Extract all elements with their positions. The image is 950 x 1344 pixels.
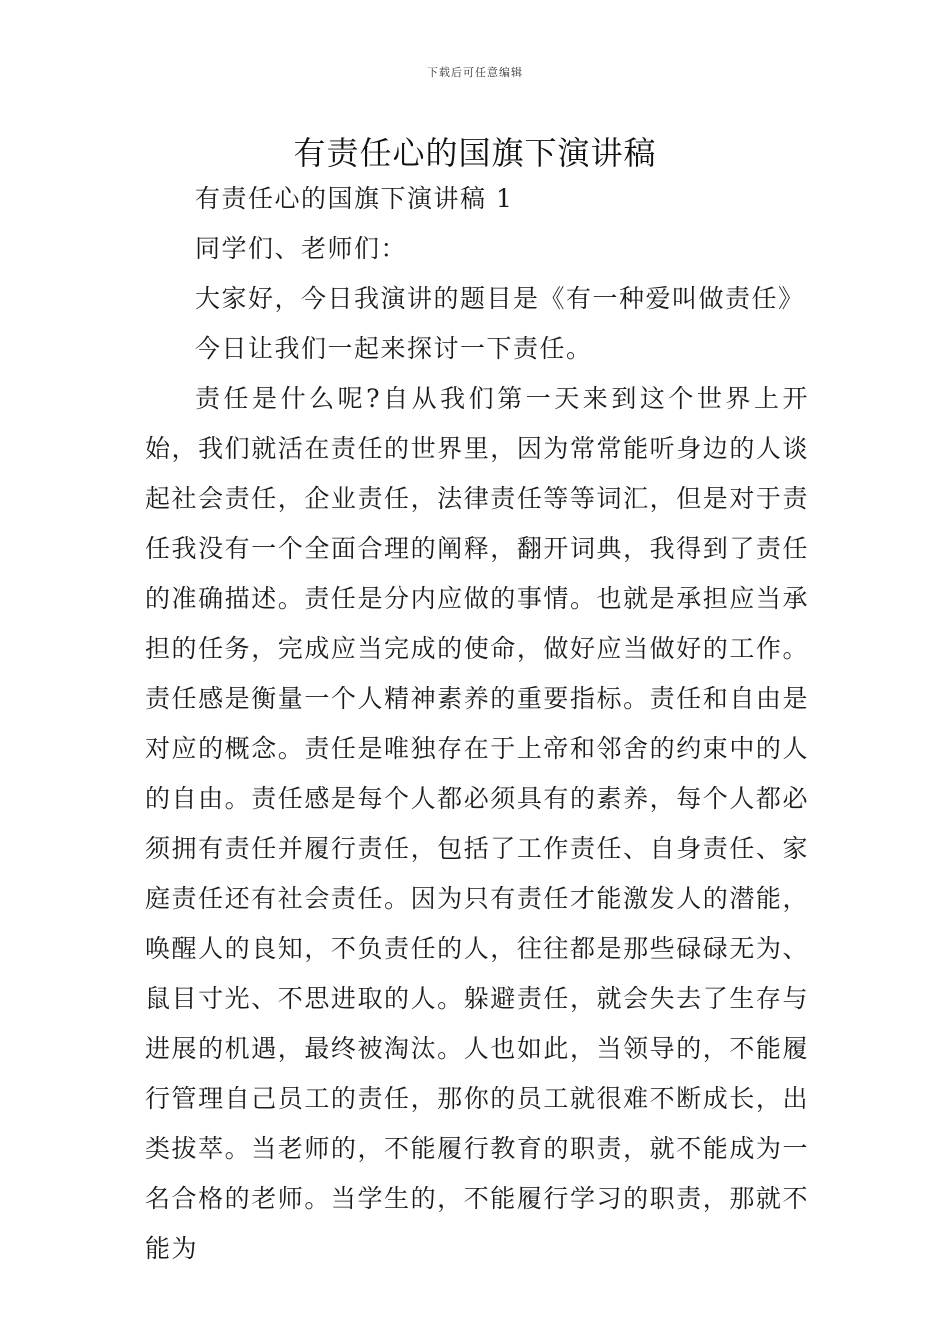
body-paragraph: 责任是什么呢?自从我们第一天来到这个世界上开始，我们就活在责任的世界里，因为常常能听身边的人谈起社会责任，企业责任，法律责任等等词汇，但是对于责任我没有一个全面合理的阐释，翻开词典，我得到了责任的准确描述。责任是分内应做的事情。也就是承担应当承担的任务，完成应当完成的使命，做好应当做好的工作。责任感是衡量一个人精神素养的重要指标。责任和自由是对应的概念。责任是唯独存在于上帝和邻舍的约束中的人的自由。责任感是每个人都必须具有的素养，每个人都必须拥有责任并履行责任，包括了工作责任、自身责任、家庭责任还有社会责任。因为只有责任才能激发人的潜能，唤醒人的良知，不负责任的人，往往都是那些碌碌无为、鼠目寸光、不思进取的人。躲避责任，就会失去了生存与进展的机遇，最终被淘汰。人也如此，当领导的，不能履行管理自己员工的责任，那你的员工就很难不断成长，出类拔萃。当老师的，不能履行教育的职责，就不能成为一名合格的老师。当学生的，不能履行学习的职责，那就不能为: [145, 384, 809, 1263]
intro-paragraph: 大家好，今日我演讲的题目是《有一种爱叫做责任》: [195, 284, 805, 313]
document-title: 有责任心的国旗下演讲稿: [293, 134, 657, 172]
topic-paragraph: 今日让我们一起来探讨一下责任。: [195, 334, 593, 363]
header-note: 下载后可任意编辑: [427, 66, 523, 79]
greeting-paragraph: 同学们、老师们：: [195, 234, 408, 263]
document-body: [145, 174, 809, 1274]
subtitle-paragraph: 有责任心的国旗下演讲稿 1: [195, 184, 514, 213]
